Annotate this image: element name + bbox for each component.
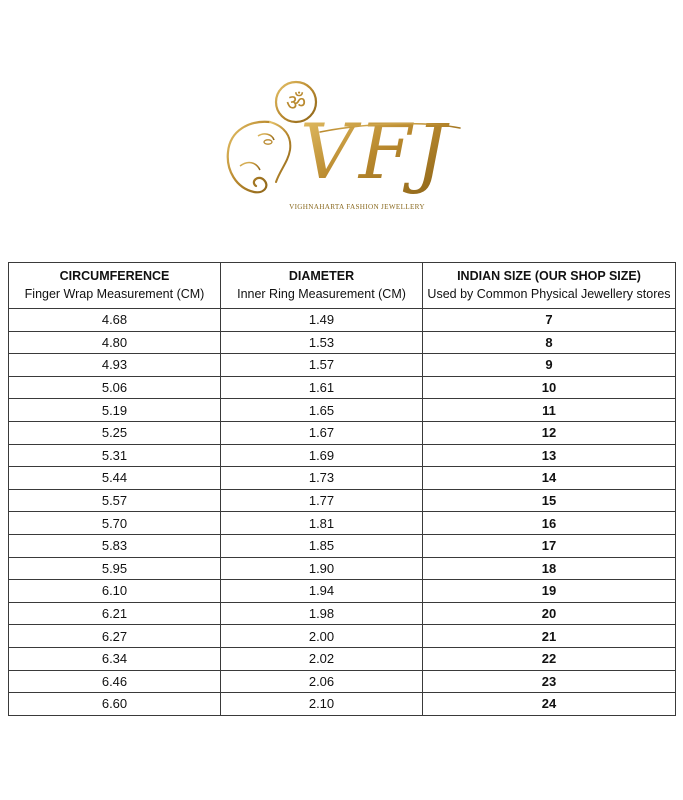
table-row xyxy=(9,467,676,490)
ganesha-logo-icon xyxy=(210,70,480,220)
cell-diameter: 1.57 xyxy=(221,354,423,377)
cell-circumference: 6.34 xyxy=(9,647,221,670)
table-row xyxy=(9,625,676,648)
cell-diameter: 1.61 xyxy=(221,376,423,399)
cell-circumference: 5.06 xyxy=(9,376,221,399)
cell-circumference: 5.44 xyxy=(9,467,221,490)
cell-circumference: 5.70 xyxy=(9,512,221,535)
cell-circumference: 4.93 xyxy=(9,354,221,377)
cell-circumference: 6.46 xyxy=(9,670,221,693)
header-title: DIAMETER xyxy=(288,268,355,283)
cell-indian-size: 19 xyxy=(423,580,676,603)
cell-circumference: 5.25 xyxy=(9,421,221,444)
cell-indian-size: 15 xyxy=(423,489,676,512)
cell-circumference: 5.95 xyxy=(9,557,221,580)
cell-indian-size: 16 xyxy=(423,512,676,535)
om-symbol: ॐ xyxy=(285,91,307,116)
header-diameter xyxy=(221,263,423,309)
table-row xyxy=(9,602,676,625)
cell-diameter: 1.90 xyxy=(221,557,423,580)
table-row xyxy=(9,354,676,377)
cell-circumference: 6.60 xyxy=(9,693,221,716)
table-row xyxy=(9,534,676,557)
cell-indian-size: 14 xyxy=(423,467,676,490)
cell-circumference: 5.83 xyxy=(9,534,221,557)
table-row xyxy=(9,331,676,354)
elephant-trunk-icon xyxy=(228,122,270,193)
cell-indian-size: 22 xyxy=(423,647,676,670)
brand-logo xyxy=(210,70,480,220)
cell-circumference: 5.19 xyxy=(9,399,221,422)
monogram-text: VFJ xyxy=(299,107,451,196)
cell-diameter: 1.94 xyxy=(221,580,423,603)
cell-indian-size: 10 xyxy=(423,376,676,399)
cell-diameter: 2.06 xyxy=(221,670,423,693)
header-subtitle: Inner Ring Measurement (CM) xyxy=(237,286,406,301)
cell-diameter: 1.98 xyxy=(221,602,423,625)
cell-circumference: 5.57 xyxy=(9,489,221,512)
cell-diameter: 1.81 xyxy=(221,512,423,535)
cell-circumference: 4.68 xyxy=(9,309,221,332)
cell-indian-size: 7 xyxy=(423,309,676,332)
cell-diameter: 1.73 xyxy=(221,467,423,490)
table-row xyxy=(9,399,676,422)
table-body xyxy=(9,309,676,716)
eye-icon xyxy=(264,140,272,144)
table-row xyxy=(9,309,676,332)
table-row xyxy=(9,557,676,580)
cell-indian-size: 17 xyxy=(423,534,676,557)
cell-circumference: 6.10 xyxy=(9,580,221,603)
header-title: INDIAN SIZE (OUR SHOP SIZE) xyxy=(457,268,641,283)
ring-size-table xyxy=(8,262,676,716)
table-row xyxy=(9,489,676,512)
header-subtitle: Used by Common Physical Jewellery stores xyxy=(427,286,671,301)
cell-diameter: 1.77 xyxy=(221,489,423,512)
cell-diameter: 1.69 xyxy=(221,444,423,467)
table-row xyxy=(9,670,676,693)
header-title: CIRCUMFERENCE xyxy=(59,268,170,283)
cell-indian-size: 13 xyxy=(423,444,676,467)
cell-circumference: 4.80 xyxy=(9,331,221,354)
cell-indian-size: 8 xyxy=(423,331,676,354)
cell-indian-size: 21 xyxy=(423,625,676,648)
cell-diameter: 1.67 xyxy=(221,421,423,444)
cell-indian-size: 9 xyxy=(423,354,676,377)
cell-diameter: 2.02 xyxy=(221,647,423,670)
table-row xyxy=(9,376,676,399)
cell-indian-size: 11 xyxy=(423,399,676,422)
cell-diameter: 1.85 xyxy=(221,534,423,557)
cell-diameter: 1.49 xyxy=(221,309,423,332)
table-row xyxy=(9,647,676,670)
cell-indian-size: 23 xyxy=(423,670,676,693)
cell-indian-size: 20 xyxy=(423,602,676,625)
table-row xyxy=(9,693,676,716)
cell-indian-size: 12 xyxy=(423,421,676,444)
table-row xyxy=(9,421,676,444)
header-subtitle: Finger Wrap Measurement (CM) xyxy=(24,286,205,301)
cell-diameter: 2.00 xyxy=(221,625,423,648)
header-indian-size xyxy=(423,263,676,309)
cell-indian-size: 24 xyxy=(423,693,676,716)
table-row xyxy=(9,444,676,467)
cell-indian-size: 18 xyxy=(423,557,676,580)
cell-circumference: 6.21 xyxy=(9,602,221,625)
table-row xyxy=(9,512,676,535)
table-row xyxy=(9,580,676,603)
cell-diameter: 1.53 xyxy=(221,331,423,354)
header-circumference xyxy=(9,263,221,309)
cell-diameter: 1.65 xyxy=(221,399,423,422)
table-header-row xyxy=(9,263,676,309)
cell-diameter: 2.10 xyxy=(221,693,423,716)
cell-circumference: 5.31 xyxy=(9,444,221,467)
cell-circumference: 6.27 xyxy=(9,625,221,648)
brand-subtitle: VIGHNAHARTA FASHION JEWELLERY xyxy=(289,203,425,211)
